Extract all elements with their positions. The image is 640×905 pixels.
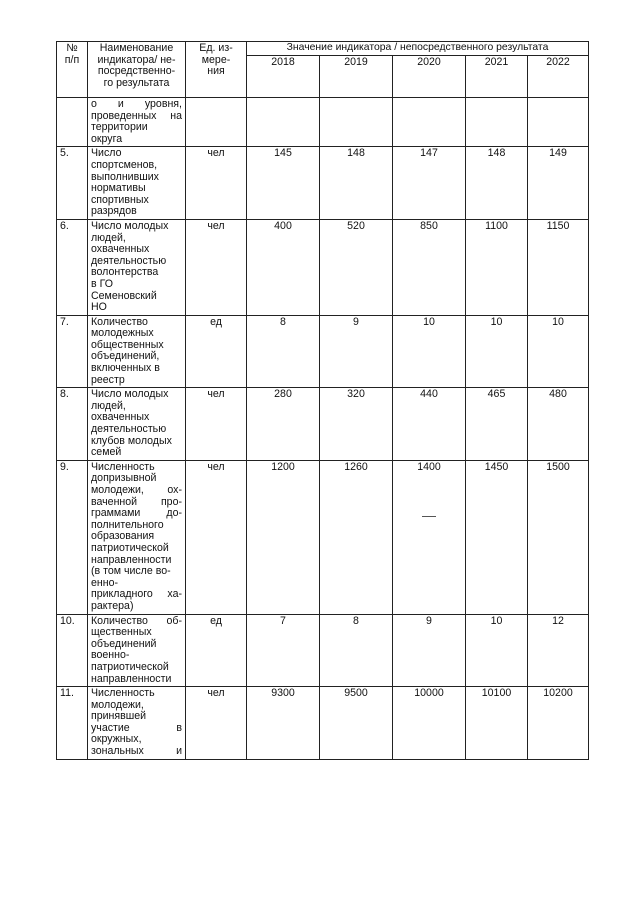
value-cell-2020: 850 <box>393 219 466 315</box>
value-cell-2020 <box>393 98 466 147</box>
indicator-name-line: разрядов <box>91 205 137 218</box>
header-year-2020: 2020 <box>393 56 466 98</box>
value-cell-2022: 10 <box>528 315 589 388</box>
unit-cell: чел <box>186 687 247 760</box>
indicator-name <box>88 147 186 220</box>
indicator-name-line: щественных <box>91 626 152 639</box>
indicator-name-line: военно- <box>91 649 130 662</box>
header-value-group: Значение индикатора / непосредственного результата <box>247 42 589 56</box>
indicator-name-line: патриотической <box>91 660 169 673</box>
value-cell-2021: 10 <box>466 315 528 388</box>
value-text: 1400 <box>417 460 441 473</box>
table-row <box>57 219 589 315</box>
indicator-name-line: объединений, <box>91 350 160 363</box>
value-cell-2018 <box>247 98 320 147</box>
value-cell-2022: 1150 <box>528 219 589 315</box>
indicator-name-line: включенных в <box>91 362 160 375</box>
value-cell-2021: 10100 <box>466 687 528 760</box>
row-number <box>57 98 88 147</box>
indicator-name-line: (в том числе во- <box>91 565 171 578</box>
value-cell-2021 <box>466 98 528 147</box>
unit-cell: чел <box>186 147 247 220</box>
indicator-name <box>88 388 186 461</box>
indicator-name-line: енно- <box>91 576 119 589</box>
table-row <box>57 147 589 220</box>
value-cell-2018: 8 <box>247 315 320 388</box>
indicator-name-line: общественных <box>91 338 164 351</box>
row-number: 5. <box>57 147 88 220</box>
indicator-name-line: Численность <box>91 460 155 473</box>
unit-cell: чел <box>186 388 247 461</box>
dash-mark <box>422 516 436 517</box>
value-cell-2018: 145 <box>247 147 320 220</box>
value-cell-2022: 480 <box>528 388 589 461</box>
value-cell-2019: 9500 <box>320 687 393 760</box>
indicator-name-line: прикладного ха- <box>91 588 182 601</box>
value-cell-2022: 149 <box>528 147 589 220</box>
indicator-name-line: территории <box>91 121 148 134</box>
indicator-name-line: патриотической <box>91 541 169 554</box>
indicator-name-line: Число молодых <box>91 388 169 401</box>
indicator-name-line: спортсменов, <box>91 158 158 171</box>
indicator-name-line: молодежи, <box>91 698 144 711</box>
table-row <box>57 460 589 614</box>
indicator-name-line: направленности <box>91 553 172 566</box>
value-cell-2018: 9300 <box>247 687 320 760</box>
value-cell-2020: 10 <box>393 315 466 388</box>
indicator-name <box>88 460 186 614</box>
value-cell-2021: 148 <box>466 147 528 220</box>
value-cell-2022: 10200 <box>528 687 589 760</box>
value-cell-2022: 12 <box>528 614 589 687</box>
value-cell-2020: 10000 <box>393 687 466 760</box>
row-number: 7. <box>57 315 88 388</box>
indicator-name-line: проведенных на <box>91 109 182 122</box>
value-cell-2019: 9 <box>320 315 393 388</box>
row-number: 10. <box>57 614 88 687</box>
unit-cell <box>186 98 247 147</box>
table-row <box>57 315 589 388</box>
table-row <box>57 98 589 147</box>
indicator-name-line: окружных, <box>91 733 142 746</box>
value-cell-2018: 7 <box>247 614 320 687</box>
indicator-name-line: Количество <box>91 315 148 328</box>
indicator-name-line: Число <box>91 147 122 160</box>
indicator-name-line: молодежных <box>91 327 154 340</box>
indicator-name-line: зональных и <box>91 745 182 758</box>
indicator-name-line: деятельностью <box>91 254 167 267</box>
table-row <box>57 388 589 461</box>
indicator-name-line: полнительного <box>91 518 164 531</box>
header-unit: Ед. из- мере- ния <box>186 42 247 98</box>
indicator-name-line: охваченных <box>91 243 150 256</box>
value-cell-2020: 440 <box>393 388 466 461</box>
indicator-name-line: участие в <box>91 721 182 734</box>
indicator-name-line: Численность <box>91 687 155 700</box>
indicator-table <box>56 41 589 760</box>
value-cell-2021: 1450 <box>466 460 528 614</box>
row-number: 11. <box>57 687 88 760</box>
indicator-name-line: направленности <box>91 672 172 685</box>
row-number: 6. <box>57 219 88 315</box>
header-year-2021: 2021 <box>466 56 528 98</box>
unit-cell: ед <box>186 614 247 687</box>
header-year-2022: 2022 <box>528 56 589 98</box>
header-year-2019: 2019 <box>320 56 393 98</box>
value-cell-2022 <box>528 98 589 147</box>
table-row <box>57 614 589 687</box>
value-cell-2019: 320 <box>320 388 393 461</box>
indicator-name-line: принявшей <box>91 710 147 723</box>
indicator-name-line: охваченных <box>91 411 150 424</box>
value-cell-2020 <box>393 460 466 614</box>
indicator-name-line: образования <box>91 530 155 543</box>
indicator-name <box>88 315 186 388</box>
value-cell-2019: 520 <box>320 219 393 315</box>
indicator-name-line: волонтерства <box>91 266 159 279</box>
indicator-name-line: рактера) <box>91 599 134 612</box>
value-cell-2021: 10 <box>466 614 528 687</box>
indicator-name-line: граммами до- <box>91 507 182 520</box>
table-row <box>57 687 589 760</box>
table-header <box>57 42 589 98</box>
indicator-name-line: нормативы <box>91 182 146 195</box>
header-year-2018: 2018 <box>247 56 320 98</box>
indicator-name-line: клубов молодых <box>91 434 172 447</box>
value-cell-2020: 147 <box>393 147 466 220</box>
unit-cell: чел <box>186 219 247 315</box>
indicator-name-line: допризывной <box>91 472 157 485</box>
header-name: Наименование индикатора/ не- посредственно- го результата <box>88 42 186 98</box>
indicator-name-line: округа <box>91 132 123 145</box>
indicator-name-line: выполнивших <box>91 170 159 183</box>
indicator-name-line: НО <box>91 301 107 314</box>
header-num: № п/п <box>57 42 88 98</box>
indicator-name-line: о и уровня, <box>91 98 182 110</box>
indicator-name-line: объединений <box>91 637 157 650</box>
indicator-name-line: в ГО <box>91 277 113 290</box>
indicator-name-line: реестр <box>91 373 125 386</box>
value-cell-2019: 148 <box>320 147 393 220</box>
indicator-name-line: людей, <box>91 231 126 244</box>
indicator-name-line: людей, <box>91 399 126 412</box>
indicator-name <box>88 687 186 760</box>
value-cell-2022: 1500 <box>528 460 589 614</box>
table-body <box>57 98 589 760</box>
indicator-name-line: Семеновский <box>91 289 157 302</box>
row-number: 9. <box>57 460 88 614</box>
value-cell-2019: 8 <box>320 614 393 687</box>
indicator-name-line: семей <box>91 446 122 459</box>
row-number: 8. <box>57 388 88 461</box>
indicator-name-line: молодежи, ох- <box>91 484 182 496</box>
indicator-name <box>88 219 186 315</box>
indicator-name-line: ваченной про- <box>91 495 182 508</box>
value-cell-2018: 400 <box>247 219 320 315</box>
value-cell-2020: 9 <box>393 614 466 687</box>
value-cell-2018: 280 <box>247 388 320 461</box>
indicator-name <box>88 614 186 687</box>
indicator-name-line: Число молодых <box>91 219 169 232</box>
value-cell-2021: 465 <box>466 388 528 461</box>
value-cell-2021: 1100 <box>466 219 528 315</box>
unit-cell: ед <box>186 315 247 388</box>
value-cell-2019: 1260 <box>320 460 393 614</box>
indicator-name <box>88 98 186 147</box>
value-cell-2019 <box>320 98 393 147</box>
indicator-name-line: деятельностью <box>91 423 167 436</box>
indicator-name-line: Количество об- <box>91 614 182 627</box>
unit-cell: чел <box>186 460 247 614</box>
value-cell-2018: 1200 <box>247 460 320 614</box>
indicator-name-line: спортивных <box>91 193 149 206</box>
